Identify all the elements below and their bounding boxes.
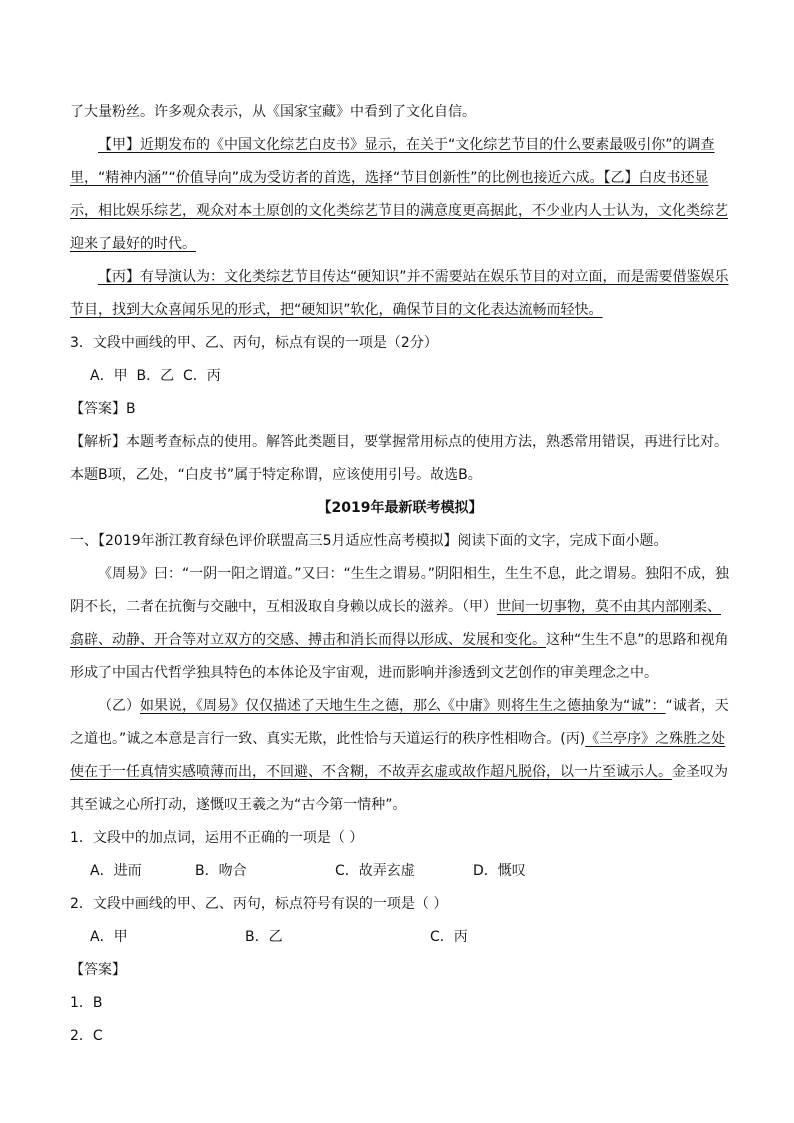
sentence-jia: 近期发布的《中国文化综艺白皮书》显示，在关于“文化综艺节目的什么要素最吸引你”的调查里，“精神内涵”“价值导向”成为受访者的首选，选择“节目创新性”的比例也接近六成。 [70, 137, 715, 186]
passage-2-middle: “诚者，天之道也。”诚之本意是言行一致、真实无欺，此性恰与天道运行的秩序性相吻合。(丙) [70, 698, 729, 747]
passage-2-underlined-bing: 《兰亭序》之殊胜之处使在于一任真情实感喷薄而出，不回避、不含糊，不故弄玄虚或故作超凡脱俗，以一片至诚示人。 [70, 731, 726, 780]
answer-2: 2．C [70, 1028, 103, 1044]
section-title: 【2019年最新联考模拟】 [317, 500, 483, 516]
passage-1-underlined: 世间一切事物，莫不由其内部刚柔、翕辟、动静、开合等对立双方的交感、搏击和消长而得以形成、发展和变化。 [70, 599, 721, 648]
label-yi: 【乙】 [603, 170, 639, 186]
intro-line: 了大量粉丝。许多观众表示，从《国家宝藏》中看到了文化自信。 [70, 104, 476, 120]
question-2-options [70, 921, 730, 954]
sentence-yi: 白皮书还显示，相比娱乐综艺，观众对本土原创的文化类综艺节目的满意度更高据此，不少业内人士认为，文化类综艺迎来了最好的时代。 [70, 170, 728, 252]
passage-1-tail: 这种“生生不息”的思路和视角形成了中国古代哲学独具特色的本体论及宇宙观，进而影响并渗透到文艺创作的审美理念之中。 [70, 632, 729, 681]
answer-heading: 【答案】 [70, 962, 126, 978]
paragraph-bing [70, 261, 730, 327]
question-3-options: A．甲 B．乙 C．丙 [90, 368, 221, 384]
answer-3 [70, 393, 730, 426]
question-2: 2．文段中画线的甲、乙、丙句，标点符号有误的一项是（ ） [70, 896, 448, 912]
question-1: 1．文段中的加点词，运用不正确的一项是（ ） [70, 830, 364, 846]
passage-2-underlined-yi: 如果说，《周易》仅仅描述了天地生生之德，那么《中庸》则将生生之德抽象为“诚”： [140, 698, 666, 714]
analysis-3 [70, 426, 730, 492]
q2-option-c: C．丙 [430, 929, 468, 945]
passage-2-mark-yi: （乙） [98, 698, 140, 714]
q2-option-b: B．乙 [245, 929, 283, 945]
label-jia: 【甲】 [98, 137, 140, 153]
passage-paragraph-2 [70, 690, 730, 822]
passage-1-lead: 《周易》曰：“一阴一阳之谓道。”又曰：“生生之谓易。”阴阳相生，生生不息，此之谓易。独阳不成，独阴不长，二者在抗衡与交融中，互相汲取自身赖以成长的滋养。（甲） [70, 566, 730, 615]
passage-2-tail: 金圣叹为其至诚之心所打动，遂慨叹王羲之为“古今第一情种”。 [70, 764, 728, 813]
q1-option-a: A．进而 [90, 863, 142, 879]
passage-paragraph-1 [70, 558, 730, 690]
answer-1: 1．B [70, 995, 103, 1011]
document-page [70, 96, 730, 1053]
answer-label: 【答案】 [70, 401, 126, 417]
q1-option-c: C．故弄玄虚 [335, 863, 415, 879]
paragraph-jia [70, 129, 730, 261]
analysis-label: 【解析】 [70, 434, 126, 450]
analysis-text: 本题考查标点的使用。解答此类题目，要掌握常用标点的使用方法，熟悉常用错误，再进行比对。本题B项，乙处，“白皮书”属于特定称谓，应该使用引号。故选B。 [70, 434, 728, 483]
q1-option-d: D．慨叹 [473, 863, 526, 879]
q2-option-a: A．甲 [90, 929, 128, 945]
question-1-options [70, 855, 730, 888]
section-one-heading: 一、【2019年浙江教育绿色评价联盟高三5月适应性高考模拟】阅读下面的文字，完成下面小题。 [70, 533, 668, 549]
label-bing: 【丙】 [98, 269, 140, 285]
q1-option-b: B．吻合 [195, 863, 247, 879]
sentence-bing: 有导演认为：文化类综艺节目传达“硬知识”并不需要站在娱乐节目的对立面，而是需要借鉴娱乐节目，找到大众喜闻乐见的形式，把“硬知识”软化，确保节目的文化表达流畅而轻快。 [70, 269, 729, 318]
answer-value: B [126, 401, 136, 417]
question-3: 3．文段中画线的甲、乙、丙句，标点有误的一项是（2分） [70, 335, 438, 351]
